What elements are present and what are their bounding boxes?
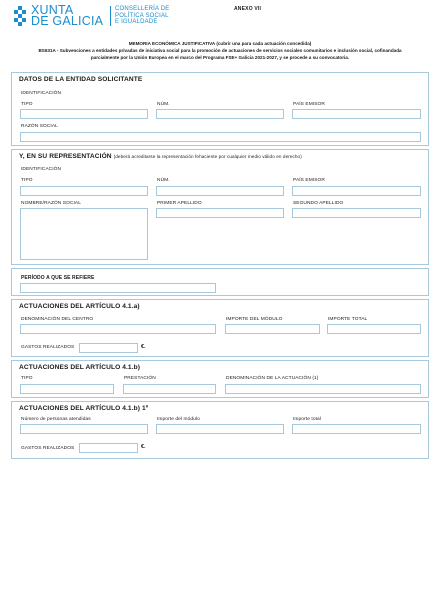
article-4-1-b-title: ACTUACIONES DEL ARTÍCULO 4.1.b) — [19, 364, 141, 371]
b-action-name-field[interactable] — [225, 384, 421, 394]
article-4-1-b-section — [11, 360, 429, 398]
dept-line-2: POLÍTICA SOCIAL — [115, 12, 169, 19]
b1-total-label: Importe total — [293, 417, 321, 422]
annex-label: ANEXO VII — [234, 6, 262, 12]
representative-country-field[interactable] — [292, 186, 421, 196]
applicant-company-name-field[interactable] — [20, 132, 421, 142]
representative-title-text: Y, EN SU REPRESENTACIÓN — [19, 153, 112, 160]
period-section — [11, 268, 429, 296]
representative-second-surname-label: SEGUNDO APELLIDO — [293, 201, 344, 206]
logo-divider — [110, 6, 111, 26]
article-4-1-b-1-title: ACTUACIONES DEL ARTÍCULO 4.1.b) 1º — [19, 405, 149, 412]
article-4-1-a-title: ACTUACIONES DEL ARTÍCULO 4.1.a) — [19, 303, 140, 310]
representative-first-surname-field[interactable] — [156, 208, 284, 218]
module-amount-label: IMPORTE DEL MÓDULO — [226, 317, 283, 322]
period-field[interactable] — [20, 283, 216, 293]
people-served-label: Número de personas atendidas — [21, 417, 91, 422]
representative-title — [19, 153, 302, 160]
applicant-type-label: TIPO — [21, 102, 33, 107]
b-type-field[interactable] — [20, 384, 114, 394]
representative-country-label: PAÍS EMISOR — [293, 178, 325, 183]
applicant-number-label: NÚM. — [157, 102, 170, 107]
expenses-field-b1[interactable] — [79, 443, 138, 453]
logo-text — [31, 5, 103, 27]
representative-name-label: NOMBRE/RAZÓN SOCIAL — [21, 201, 82, 206]
representative-first-surname-label: PRIMER APELLIDO — [157, 201, 202, 206]
module-amount-field[interactable] — [225, 324, 320, 334]
representative-section — [11, 149, 429, 265]
applicant-type-field[interactable] — [20, 109, 148, 119]
applicant-company-name-label: RAZÓN SOCIAL — [21, 124, 58, 129]
representative-identification-label: IDENTIFICACIÓN — [21, 167, 62, 172]
representative-type-label: TIPO — [21, 178, 33, 183]
center-name-field[interactable] — [20, 324, 216, 334]
department-name — [115, 6, 170, 26]
period-title: PERÍODO A QUE SE REFIERE — [21, 275, 95, 281]
b-type-label: TIPO — [21, 376, 33, 381]
article-4-1-a-section — [11, 299, 429, 357]
total-amount-field[interactable] — [327, 324, 421, 334]
dept-line-1: CONSELLERÍA DE — [115, 6, 170, 12]
xunta-logo-icon — [12, 6, 28, 26]
center-name-label: DENOMINACIÓN DEL CENTRO — [21, 317, 94, 322]
currency-a: €. — [141, 344, 146, 350]
b1-total-field[interactable] — [292, 424, 421, 434]
currency-b1: €. — [141, 444, 146, 450]
b-action-name-label: DENOMINACIÓN DE LA ACTUACIÓN (1) — [226, 376, 319, 381]
b-service-field[interactable] — [123, 384, 216, 394]
representative-number-label: NÚM. — [157, 178, 170, 183]
applicant-country-label: PAÍS EMISOR — [293, 102, 325, 107]
document-title: MEMORIA ECONÓMICA JUSTIFICATIVA (cubrir una para cada actuación concedida) — [128, 41, 312, 46]
dept-line-3: E IGUALDADE — [115, 19, 158, 26]
b-service-label: PRESTACIÓN — [124, 376, 156, 381]
document-title-block — [12, 40, 428, 62]
applicant-country-field[interactable] — [292, 109, 421, 119]
expenses-label-a: GASTOS REALIZADOS — [21, 345, 75, 350]
b1-module-amount-field[interactable] — [156, 424, 284, 434]
representative-note: (deberá acreditarse la representación fehaciente por cualquier medio válido en derecho) — [113, 154, 302, 159]
logo-line-1: XUNTA — [31, 3, 74, 17]
applicant-number-field[interactable] — [156, 109, 284, 119]
representative-second-surname-field[interactable] — [292, 208, 421, 218]
applicant-section — [11, 72, 429, 146]
representative-number-field[interactable] — [156, 186, 284, 196]
logo-line-2: DE GALICIA — [31, 14, 104, 28]
article-4-1-b-1-section — [11, 401, 429, 459]
total-amount-label: IMPORTE TOTAL — [328, 317, 368, 322]
representative-name-field[interactable] — [20, 208, 148, 260]
representative-type-field[interactable] — [20, 186, 148, 196]
expenses-field-a[interactable] — [79, 343, 138, 353]
people-served-field[interactable] — [20, 424, 148, 434]
document-description-2: parcialmente por la Unión Europea en el marco del Programa FSE+ Galicia 2021-2027, y se procede a su convocatoria. — [90, 55, 350, 61]
applicant-title: DATOS DE LA ENTIDAD SOLICITANTE — [19, 76, 143, 83]
b1-module-amount-label: Importe del módulo — [157, 417, 200, 422]
document-description-1: BS631A - Subvenciones a entidades privadas de iniciativa social para la promoción de actuaciones de servicios sociales comunitarios e inclusión social, cofinandada — [38, 48, 402, 54]
page-header — [12, 4, 432, 28]
expenses-label-b1: GASTOS REALIZADOS — [21, 446, 75, 451]
applicant-identification-label: IDENTIFICACIÓN — [21, 91, 62, 96]
